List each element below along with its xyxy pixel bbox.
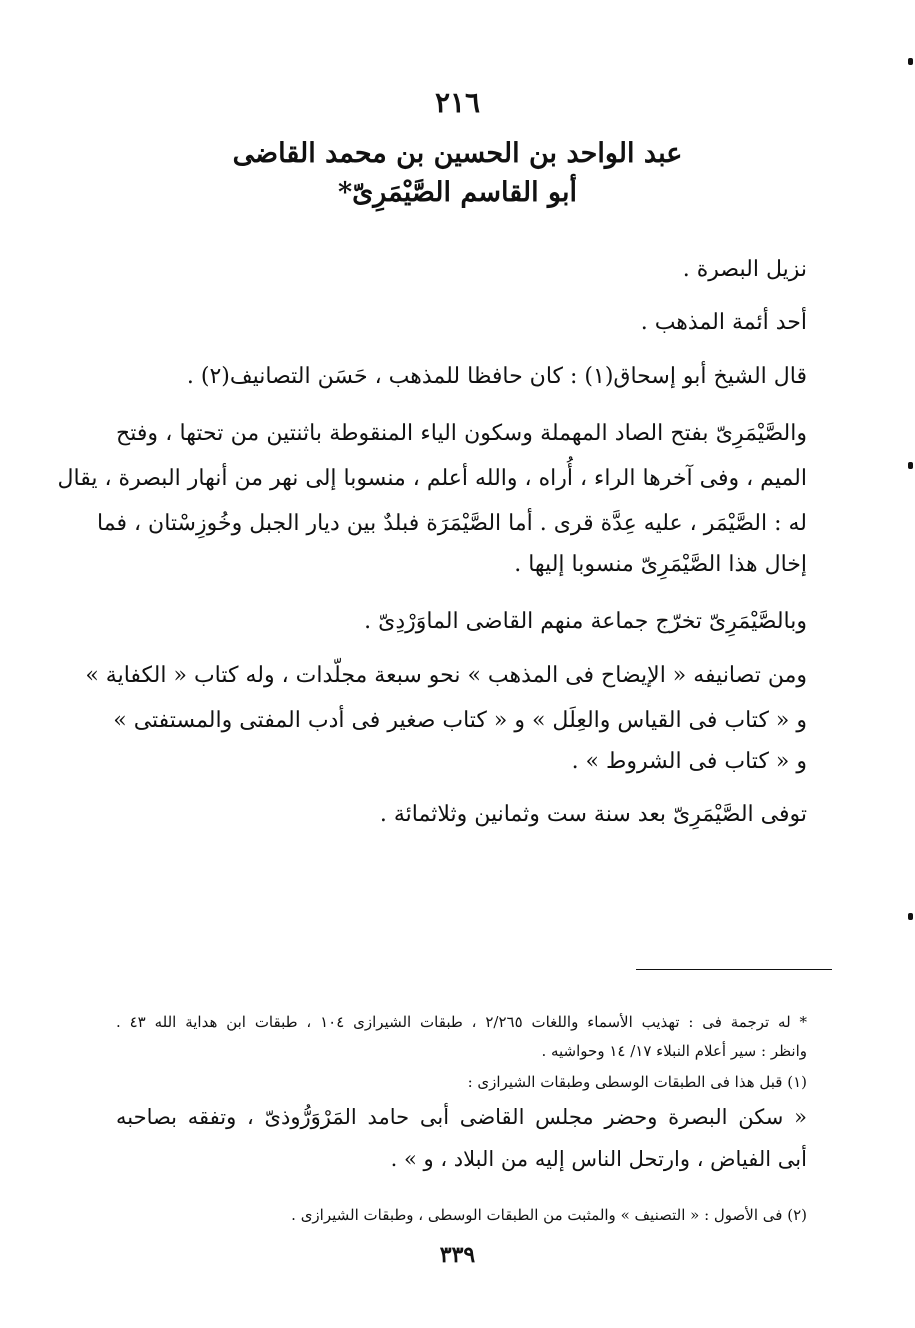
paragraph-nisba-line: له : الصَّيْمَر ، عليه عِدَّة قرى . أما الصَّيْمَرَة فبلدٌ بين ديار الجبل وخُوزِسْتان ، فما bbox=[97, 511, 807, 536]
page-number: ٣٣٩ bbox=[439, 1242, 476, 1268]
paragraph-works-line: ومن تصانيفه « الإيضاح فى المذهب » نحو سبعة مجلّدات ، وله كتاب « الكفاية » bbox=[85, 663, 807, 688]
paragraph-nisba-line: والصَّيْمَرِىّ بفتح الصاد المهملة وسكون الياء المنقوطة باثنتين من تحتها ، وفتح bbox=[116, 421, 807, 446]
footnote-2: (٢) فى الأصول : « التصنيف » والمثبت من الطبقات الوسطى ، وطبقات الشيرازى . bbox=[291, 1206, 807, 1224]
paragraph-works-line: و « كتاب فى القياس والعِلَل » و « كتاب صغير فى أدب المفتى والمستفتى » bbox=[113, 708, 807, 733]
heading-kunya: أبو القاسم الصَّيْمَرِىّ* bbox=[337, 177, 578, 208]
heading-name: عبد الواحد بن الحسين بن محمد القاضى bbox=[232, 138, 683, 169]
margin-mark-top bbox=[908, 58, 913, 65]
paragraph-nisba-line: الميم ، وفى آخرها الراء ، أُراه ، والله أعلم ، منسوبا إلى نهر من أنهار البصرة ، يقال bbox=[57, 466, 807, 491]
footnote-1-intro: (١) قبل هذا فى الطبقات الوسطى وطبقات الشيرازى : bbox=[467, 1073, 807, 1091]
paragraph-death: توفى الصَّيْمَرِىّ بعد سنة ست وثمانين وثلاثمائة . bbox=[379, 802, 807, 827]
margin-mark-middle bbox=[908, 462, 913, 469]
paragraph-abu-ishaq: قال الشيخ أبو إسحاق(١) : كان حافظا للمذهب ، حَسَن التصانيف(٢) . bbox=[186, 364, 807, 389]
footnote-sources-see-also: وانظر : سير أعلام النبلاء ١٧/ ١٤ وحواشيه . bbox=[541, 1042, 807, 1060]
paragraph-residence: نزيل البصرة . bbox=[682, 257, 807, 282]
margin-mark-lower bbox=[908, 913, 913, 920]
paragraph-imam: أحد أئمة المذهب . bbox=[640, 310, 807, 335]
footnote-1-quote-line: أبى الفياض ، وارتحل الناس إليه من البلاد ، و » . bbox=[390, 1147, 807, 1171]
footnote-sources: * له ترجمة فى : تهذيب الأسماء واللغات ٢/٢٦٥ ، طبقات الشيرازى ١٠٤ ، طبقات ابن هداية الله ٤٣ . bbox=[116, 1013, 808, 1031]
footnote-1-quote-line: « سكن البصرة وحضر مجلس القاضى أبى حامد المَرْوَرُّوذىّ ، وتفقه بصاحبه bbox=[116, 1105, 807, 1129]
paragraph-students: وبالصَّيْمَرِىّ تخرّج جماعة منهم القاضى الماوَرْدِىّ . bbox=[364, 609, 807, 634]
footnote-separator bbox=[636, 969, 832, 970]
paragraph-works-line: و « كتاب فى الشروط » . bbox=[571, 749, 807, 774]
paragraph-nisba-line: إخال هذا الصَّيْمَرِىّ منسوبا إليها . bbox=[514, 552, 807, 577]
entry-number: ٢١٦ bbox=[434, 86, 481, 119]
